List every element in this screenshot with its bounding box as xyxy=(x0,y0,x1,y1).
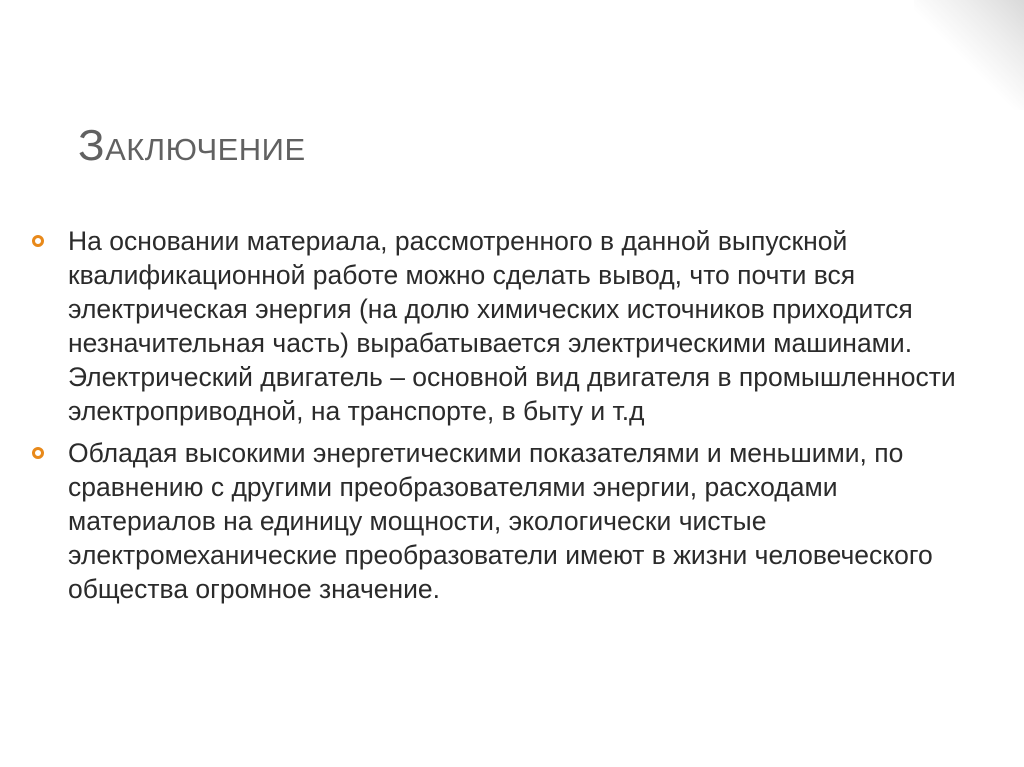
bullet-list xyxy=(32,224,982,614)
ring-bullet-icon xyxy=(32,447,44,459)
slide-title: Заключение xyxy=(78,121,306,170)
page-curl-decoration xyxy=(914,0,1024,110)
bullet-item xyxy=(32,224,982,428)
bullet-item xyxy=(32,436,982,606)
ring-bullet-icon xyxy=(32,235,44,247)
bullet-text: На основании материала, рассмотренного в данной выпускной квалификационной работе можно сделать вывод, что почти вся электрическая энергия (на долю химических источников приходится незначительная часть) вырабатывается электрическими машинами. Электрический двигатель – основной вид двигателя в промышленности электроприводной, на транспорте, в быту и т.д xyxy=(68,226,956,426)
bullet-text: Обладая высокими энергетическими показателями и меньшими, по сравнению с другими преобразователями энергии, расходами материалов на единицу мощности, экологически чистые электромеханические преобразователи имеют в жизни человеческого общества огромное значение. xyxy=(68,438,933,604)
